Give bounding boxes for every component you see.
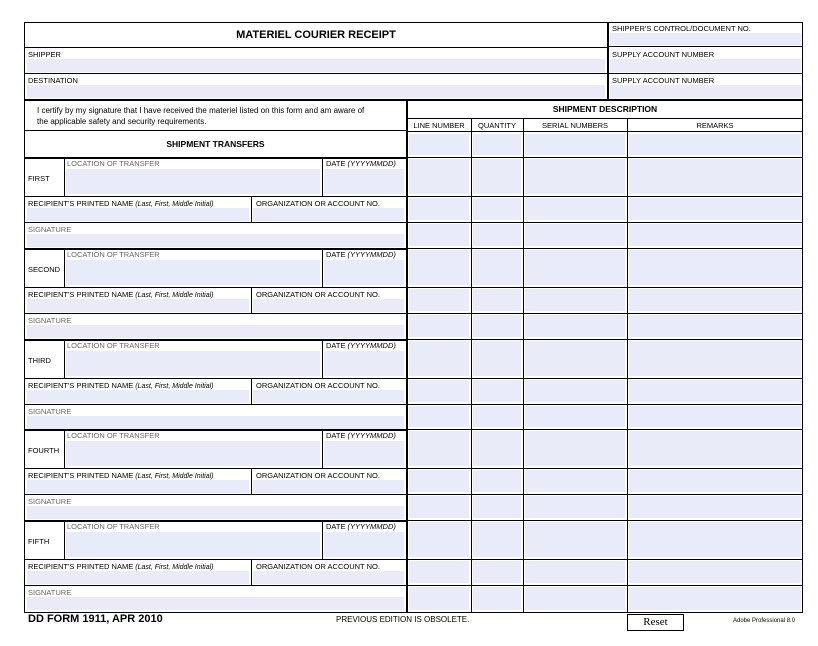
divider: [24, 404, 407, 405]
divider: [251, 378, 252, 404]
line-number-field[interactable]: [409, 315, 469, 337]
serial-numbers-field[interactable]: [525, 431, 625, 466]
recipient-name-label-text: RECIPIENT'S PRINTED NAME: [28, 562, 134, 571]
remarks-field[interactable]: [629, 522, 801, 557]
divider: [251, 468, 252, 494]
divider: [407, 157, 803, 158]
divider: [407, 313, 803, 314]
quantity-field[interactable]: [473, 198, 521, 220]
quantity-field[interactable]: [473, 496, 521, 518]
divider: [64, 339, 65, 378]
transfer-ordinal: THIRD: [28, 356, 51, 365]
location-label: LOCATION OF TRANSFER: [67, 341, 160, 350]
quantity-field[interactable]: [473, 224, 521, 246]
line-number-field[interactable]: [409, 470, 469, 492]
signature-label: SIGNATURE: [28, 316, 72, 325]
date-format-hint: (YYYYMMDD): [347, 341, 396, 350]
divider: [64, 429, 65, 468]
divider: [407, 339, 803, 340]
signature-label: SIGNATURE: [28, 407, 72, 416]
remarks-field[interactable]: [629, 224, 801, 246]
line-number-field[interactable]: [409, 431, 469, 466]
line-number-field[interactable]: [409, 198, 469, 220]
location-label: LOCATION OF TRANSFER: [67, 250, 160, 259]
quantity-field[interactable]: [473, 250, 521, 285]
recipient-name-hint: (Last, First, Middle Initial): [135, 473, 214, 480]
divider: [407, 222, 803, 223]
line-number-field[interactable]: [409, 406, 469, 427]
form-id: DD FORM 1911, APR 2010: [28, 613, 163, 625]
destination-field[interactable]: [27, 85, 605, 98]
certify-text: the applicable safety and security requirements.: [37, 117, 207, 126]
location-field[interactable]: [66, 169, 320, 194]
recipient-name-hint: (Last, First, Middle Initial): [135, 201, 214, 208]
divider: [24, 73, 803, 74]
signature-field[interactable]: [27, 234, 404, 247]
date-field[interactable]: [324, 351, 404, 376]
serial-numbers-field[interactable]: [525, 561, 625, 583]
date-field[interactable]: [324, 441, 404, 466]
quantity-field[interactable]: [473, 561, 521, 583]
location-field[interactable]: [66, 260, 320, 285]
organization-field[interactable]: [253, 390, 404, 403]
divider: [251, 287, 252, 313]
shipper-label: SHIPPER: [28, 50, 61, 59]
recipient-name-hint: (Last, First, Middle Initial): [135, 383, 214, 390]
quantity-field[interactable]: [473, 522, 521, 557]
divider: [407, 520, 803, 521]
divider: [24, 313, 407, 314]
serial-numbers-field[interactable]: [525, 134, 625, 155]
supply-account-field-2[interactable]: [610, 85, 801, 98]
divider: [627, 118, 628, 613]
date-format-hint: (YYYYMMDD): [347, 250, 396, 259]
recipient-name-hint: (Last, First, Middle Initial): [135, 292, 214, 299]
divider: [407, 378, 803, 379]
date-label: [326, 431, 396, 440]
location-label: LOCATION OF TRANSFER: [67, 522, 160, 531]
recipient-name-field[interactable]: [27, 480, 249, 493]
signature-label: SIGNATURE: [28, 225, 72, 234]
transfer-ordinal: SECOND: [28, 265, 61, 274]
shipment-transfers-heading: SHIPMENT TRANSFERS: [166, 139, 265, 149]
organization-label: ORGANIZATION OR ACCOUNT NO.: [256, 471, 380, 480]
remarks-field[interactable]: [629, 134, 801, 155]
divider: [322, 248, 323, 287]
date-label-text: DATE: [326, 159, 346, 168]
serial-numbers-field[interactable]: [525, 198, 625, 220]
remarks-field[interactable]: [629, 289, 801, 311]
quantity-field[interactable]: [473, 159, 521, 194]
date-label-text: DATE: [326, 431, 346, 440]
signature-field[interactable]: [27, 416, 404, 429]
remarks-field[interactable]: [629, 315, 801, 337]
date-label-text: DATE: [326, 341, 346, 350]
organization-field[interactable]: [253, 208, 404, 221]
column-header-line-number: LINE NUMBER: [413, 121, 465, 130]
date-field[interactable]: [324, 532, 404, 557]
destination-label: DESTINATION: [28, 76, 78, 85]
column-header-quantity: QUANTITY: [478, 121, 516, 130]
quantity-field[interactable]: [473, 380, 521, 402]
date-label-text: DATE: [326, 250, 346, 259]
remarks-field[interactable]: [629, 341, 801, 376]
serial-numbers-field[interactable]: [525, 159, 625, 194]
divider: [24, 494, 407, 495]
remarks-field[interactable]: [629, 380, 801, 402]
reset-button[interactable]: Reset: [627, 614, 684, 631]
divider: [24, 378, 407, 379]
date-label: [326, 250, 396, 259]
quantity-field[interactable]: [473, 134, 521, 155]
divider: [407, 287, 803, 288]
form-title: MATERIEL COURIER RECEIPT: [236, 29, 396, 41]
date-label-text: DATE: [326, 522, 346, 531]
divider: [64, 520, 65, 559]
certify-text: I certify by my signature that I have received the materiel listed on this form and am aware of: [37, 106, 365, 115]
line-number-field[interactable]: [409, 496, 469, 518]
remarks-field[interactable]: [629, 159, 801, 194]
serial-numbers-field[interactable]: [525, 470, 625, 492]
organization-field[interactable]: [253, 571, 404, 584]
divider: [407, 429, 803, 430]
control-no-label: SHIPPER'S CONTROL/DOCUMENT NO.: [612, 24, 751, 33]
divider: [24, 585, 407, 586]
line-number-field[interactable]: [409, 522, 469, 557]
signature-label: SIGNATURE: [28, 588, 72, 597]
divider: [407, 118, 803, 119]
divider: [407, 494, 803, 495]
divider: [471, 118, 472, 613]
organization-label: ORGANIZATION OR ACCOUNT NO.: [256, 199, 380, 208]
date-format-hint: (YYYYMMDD): [347, 431, 396, 440]
divider: [251, 196, 252, 222]
divider: [24, 287, 407, 288]
recipient-name-label-text: RECIPIENT'S PRINTED NAME: [28, 199, 134, 208]
location-field[interactable]: [66, 351, 320, 376]
date-label: [326, 522, 396, 531]
date-label: [326, 341, 396, 350]
divider: [407, 468, 803, 469]
divider: [407, 131, 803, 132]
signature-field[interactable]: [27, 597, 404, 610]
quantity-field[interactable]: [473, 431, 521, 466]
location-field[interactable]: [66, 441, 320, 466]
column-header-serial-numbers: SERIAL NUMBERS: [542, 121, 608, 130]
quantity-field[interactable]: [473, 406, 521, 427]
line-number-field[interactable]: [409, 561, 469, 583]
organization-field[interactable]: [253, 299, 404, 312]
organization-label: ORGANIZATION OR ACCOUNT NO.: [256, 290, 380, 299]
supply-account-field-1[interactable]: [610, 59, 801, 72]
divider: [24, 196, 407, 197]
quantity-field[interactable]: [473, 315, 521, 337]
divider: [24, 130, 407, 131]
remarks-field[interactable]: [629, 406, 801, 427]
remarks-field[interactable]: [629, 587, 801, 610]
organization-label: ORGANIZATION OR ACCOUNT NO.: [256, 381, 380, 390]
serial-numbers-field[interactable]: [525, 289, 625, 311]
divider: [407, 404, 803, 405]
divider: [607, 46, 803, 47]
divider: [24, 468, 407, 469]
serial-numbers-field[interactable]: [525, 496, 625, 518]
quantity-field[interactable]: [473, 587, 521, 610]
divider: [322, 429, 323, 468]
line-number-field[interactable]: [409, 224, 469, 246]
divider: [407, 248, 803, 249]
recipient-name-field[interactable]: [27, 208, 249, 221]
line-number-field[interactable]: [409, 341, 469, 376]
recipient-name-field[interactable]: [27, 571, 249, 584]
divider: [24, 47, 608, 48]
software-note: Adobe Professional 8.0: [733, 618, 796, 624]
line-number-field[interactable]: [409, 159, 469, 194]
serial-numbers-field[interactable]: [525, 587, 625, 610]
recipient-name-label-text: RECIPIENT'S PRINTED NAME: [28, 471, 134, 480]
divider: [24, 99, 803, 101]
supply-account-label: SUPPLY ACCOUNT NUMBER: [612, 50, 715, 59]
recipient-name-hint: (Last, First, Middle Initial): [135, 564, 214, 571]
date-field[interactable]: [324, 260, 404, 285]
recipient-name-field[interactable]: [27, 299, 249, 312]
recipient-name-field[interactable]: [27, 390, 249, 403]
line-number-field[interactable]: [409, 134, 469, 155]
serial-numbers-field[interactable]: [525, 315, 625, 337]
line-number-field[interactable]: [409, 587, 469, 610]
divider: [407, 196, 803, 197]
location-field[interactable]: [66, 532, 320, 557]
location-label: LOCATION OF TRANSFER: [67, 431, 160, 440]
serial-numbers-field[interactable]: [525, 250, 625, 285]
control-no-field[interactable]: [610, 33, 801, 45]
column-header-remarks: REMARKS: [696, 121, 734, 130]
serial-numbers-field[interactable]: [525, 522, 625, 557]
remarks-field[interactable]: [629, 561, 801, 583]
remarks-field[interactable]: [629, 250, 801, 285]
serial-numbers-field[interactable]: [525, 406, 625, 427]
divider: [322, 520, 323, 559]
serial-numbers-field[interactable]: [525, 380, 625, 402]
divider: [64, 157, 65, 196]
line-number-field[interactable]: [409, 380, 469, 402]
signature-label: SIGNATURE: [28, 497, 72, 506]
divider: [322, 339, 323, 378]
shipment-description-heading: SHIPMENT DESCRIPTION: [552, 104, 658, 114]
recipient-name-label-text: RECIPIENT'S PRINTED NAME: [28, 290, 134, 299]
remarks-field[interactable]: [629, 431, 801, 466]
remarks-field[interactable]: [629, 496, 801, 518]
transfer-ordinal: FIRST: [28, 174, 50, 183]
signature-field[interactable]: [27, 506, 404, 519]
shipper-field[interactable]: [27, 59, 605, 72]
recipient-name-label-text: RECIPIENT'S PRINTED NAME: [28, 381, 134, 390]
organization-label: ORGANIZATION OR ACCOUNT NO.: [256, 562, 380, 571]
divider: [322, 157, 323, 196]
serial-numbers-field[interactable]: [525, 341, 625, 376]
quantity-field[interactable]: [473, 289, 521, 311]
divider: [523, 118, 524, 613]
date-label: [326, 159, 396, 168]
date-format-hint: (YYYYMMDD): [347, 159, 396, 168]
remarks-field[interactable]: [629, 470, 801, 492]
obsolete-notice: PREVIOUS EDITION IS OBSOLETE.: [336, 615, 470, 624]
divider: [406, 100, 408, 613]
quantity-field[interactable]: [473, 341, 521, 376]
line-number-field[interactable]: [409, 250, 469, 285]
divider: [407, 559, 803, 560]
location-label: LOCATION OF TRANSFER: [67, 159, 160, 168]
date-format-hint: (YYYYMMDD): [347, 522, 396, 531]
divider: [251, 559, 252, 585]
divider: [407, 585, 803, 586]
serial-numbers-field[interactable]: [525, 224, 625, 246]
divider: [64, 248, 65, 287]
line-number-field[interactable]: [409, 289, 469, 311]
signature-field[interactable]: [27, 325, 404, 338]
remarks-field[interactable]: [629, 198, 801, 220]
supply-account-label: SUPPLY ACCOUNT NUMBER: [612, 76, 715, 85]
organization-field[interactable]: [253, 480, 404, 493]
divider: [24, 559, 407, 560]
transfer-ordinal: FOURTH: [28, 446, 60, 455]
quantity-field[interactable]: [473, 470, 521, 492]
transfer-ordinal: FIFTH: [28, 537, 50, 546]
divider: [24, 222, 407, 223]
date-field[interactable]: [324, 169, 404, 194]
